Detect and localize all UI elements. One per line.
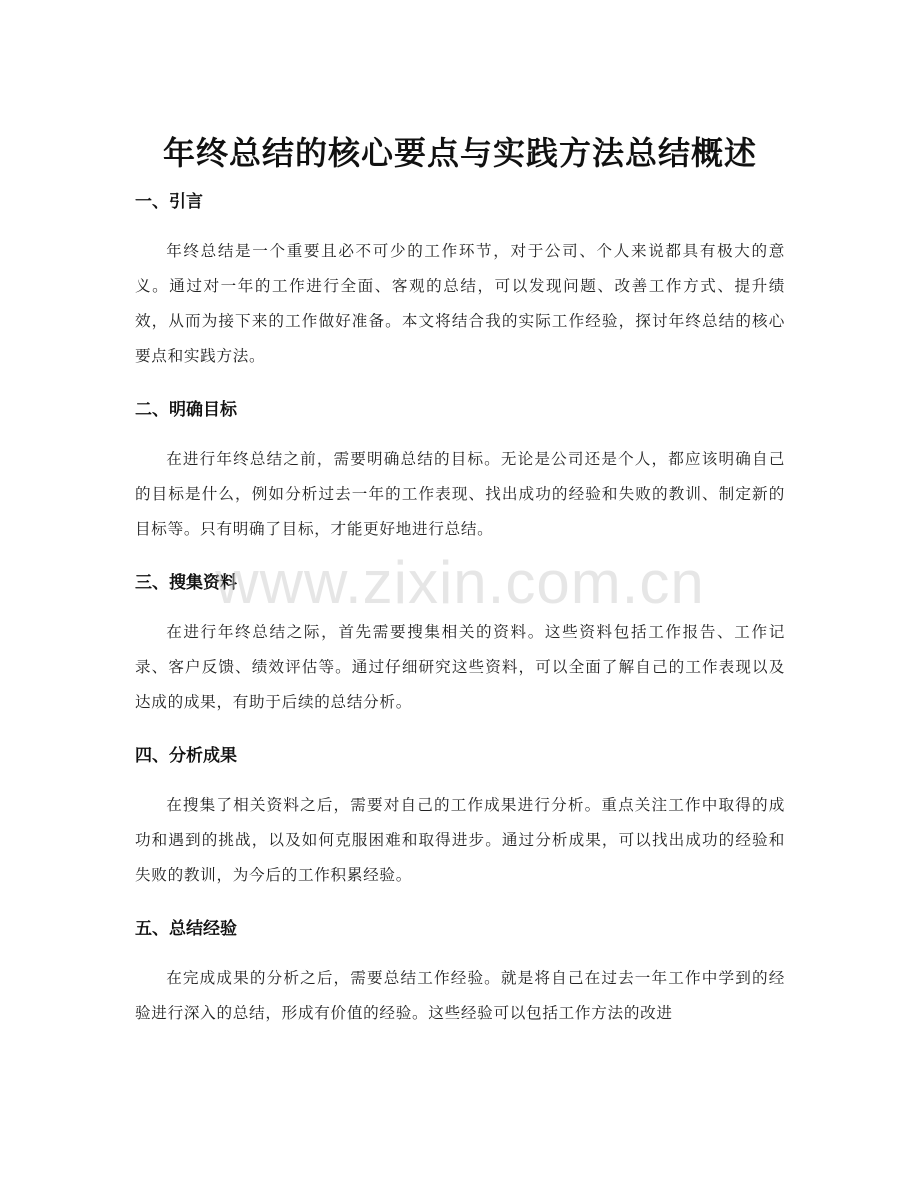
section-heading: 二、明确目标 xyxy=(135,400,237,420)
section-paragraph: 在完成成果的分析之后，需要总结工作经验。就是将自己在过去一年工作中学到的经验进行深入的总结，形成有价值的经验。这些经验可以包括工作方法的改进 xyxy=(135,969,785,1022)
section-paragraph: 在搜集了相关资料之后，需要对自己的工作成果进行分析。重点关注工作中取得的成功和遇到的挑战，以及如何克服困难和取得进步。通过分析成果，可以找出成功的经验和失败的教训，为今后的工作积累经验。 xyxy=(135,796,785,884)
section-heading: 五、总结经验 xyxy=(135,919,237,939)
section-heading: 三、搜集资料 xyxy=(135,573,237,593)
section-analyze-results xyxy=(135,740,785,893)
document-title: 年终总结的核心要点与实践方法总结概述 xyxy=(162,134,757,173)
section-paragraph: 年终总结是一个重要且必不可少的工作环节，对于公司、个人来说都具有极大的意义。通过对一年的工作进行全面、客观的总结，可以发现问题、改善工作方式、提升绩效，从而为接下来的工作做好准备。本文将结合我的实际工作经验，探讨年终总结的核心要点和实践方法。 xyxy=(135,242,785,365)
document-body xyxy=(135,186,785,1051)
section-introduction xyxy=(135,186,785,374)
section-heading: 一、引言 xyxy=(135,192,203,212)
section-heading: 四、分析成果 xyxy=(135,746,237,766)
section-collect-materials xyxy=(135,567,785,720)
section-summarize-experience xyxy=(135,913,785,1031)
watermark: www.zixin.com.cn xyxy=(215,549,705,616)
section-paragraph: 在进行年终总结之前，需要明确总结的目标。无论是公司还是个人，都应该明确自己的目标是什么，例如分析过去一年的工作表现、找出成功的经验和失败的教训、制定新的目标等。只有明确了目标，才能更好地进行总结。 xyxy=(135,450,785,538)
section-paragraph: 在进行年终总结之际，首先需要搜集相关的资料。这些资料包括工作报告、工作记录、客户反馈、绩效评估等。通过仔细研究这些资料，可以全面了解自己的工作表现以及达成的成果，有助于后续的总结分析。 xyxy=(135,623,785,711)
section-define-goals xyxy=(135,394,785,547)
